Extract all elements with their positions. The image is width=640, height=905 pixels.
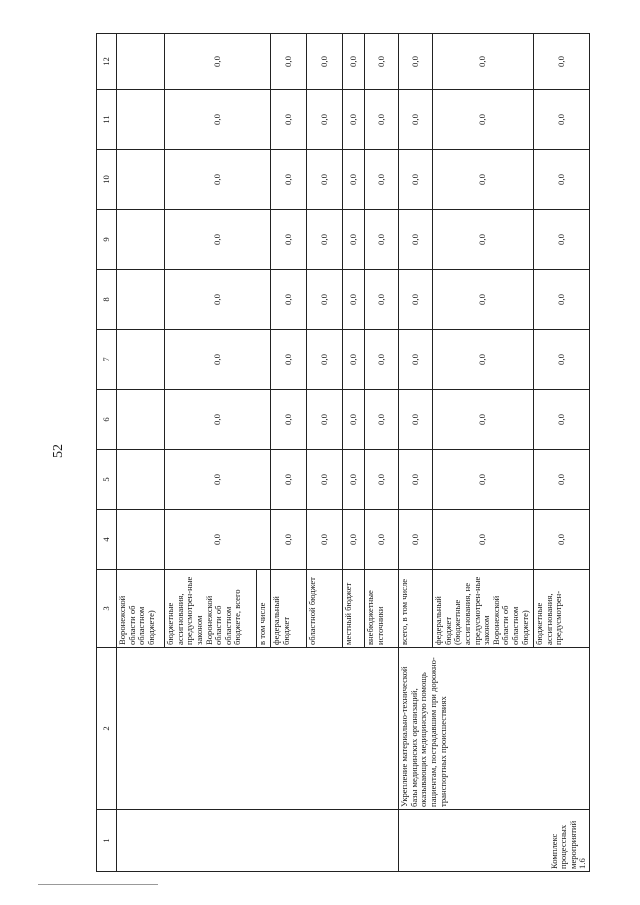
cell-value xyxy=(117,390,165,450)
header-cell: 7 xyxy=(97,330,117,390)
cell-value: 0,0 xyxy=(343,90,365,150)
header-cell: 2 xyxy=(97,648,117,810)
cell-value: 0,0 xyxy=(534,330,590,390)
cell-value: 0,0 xyxy=(365,150,399,210)
cell-col1 xyxy=(117,810,399,872)
cell-value: 0,0 xyxy=(399,450,433,510)
header-cell: 8 xyxy=(97,270,117,330)
cell-value: 0,0 xyxy=(433,390,534,450)
cell-value: 0,0 xyxy=(399,90,433,150)
cell-source: всего, в том числе xyxy=(399,570,433,648)
cell-value: 0,0 xyxy=(534,390,590,450)
cell-value: 0,0 xyxy=(343,450,365,510)
cell-value: 0,0 xyxy=(433,34,534,90)
cell-value: 0,0 xyxy=(165,34,271,90)
cell-value: 0,0 xyxy=(534,34,590,90)
header-cell: 3 xyxy=(97,570,117,648)
cell-value: 0,0 xyxy=(271,330,307,390)
cell-source: местный бюджет xyxy=(343,570,365,648)
cell-value: 0,0 xyxy=(365,210,399,270)
cell-value: 0,0 xyxy=(534,150,590,210)
cell-value: 0,0 xyxy=(534,90,590,150)
cell-value: 0,0 xyxy=(433,210,534,270)
cell-value: 0,0 xyxy=(399,210,433,270)
cell-value: 0,0 xyxy=(433,450,534,510)
cell-value: 0,0 xyxy=(365,34,399,90)
cell-value: 0,0 xyxy=(165,510,271,570)
cell-value: 0,0 xyxy=(534,210,590,270)
cell-value xyxy=(117,330,165,390)
cell-value: 0,0 xyxy=(433,150,534,210)
cell-value: 0,0 xyxy=(399,150,433,210)
cell-value: 0,0 xyxy=(343,150,365,210)
cell-source: бюджетные ассигнования, предусмотрен-ные законом Воронежской области об областном бюджете, всего xyxy=(165,570,257,648)
cell-value: 0,0 xyxy=(534,510,590,570)
cell-value: 0,0 xyxy=(307,330,343,390)
table-row xyxy=(399,34,433,872)
cell-value: 0,0 xyxy=(343,510,365,570)
cell-value: 0,0 xyxy=(307,210,343,270)
cell-source: областной бюджет xyxy=(307,570,343,648)
table-rotated-container xyxy=(96,34,589,872)
cell-value: 0,0 xyxy=(365,510,399,570)
cell-value: 0,0 xyxy=(534,450,590,510)
cell-value: 0,0 xyxy=(343,270,365,330)
cell-value: 0,0 xyxy=(271,450,307,510)
cell-value: 0,0 xyxy=(399,34,433,90)
cell-value: 0,0 xyxy=(271,210,307,270)
cell-value: 0,0 xyxy=(271,510,307,570)
cell-value: 0,0 xyxy=(271,34,307,90)
cell-value: 0,0 xyxy=(271,390,307,450)
cell-source: внебюджетные источники xyxy=(365,570,399,648)
cell-value: 0,0 xyxy=(365,270,399,330)
cell-value xyxy=(117,450,165,510)
header-cell: 6 xyxy=(97,390,117,450)
cell-source: бюджетные ассигнования, предусмотрен- xyxy=(534,570,590,648)
cell-value: 0,0 xyxy=(307,510,343,570)
cell-value: 0,0 xyxy=(165,450,271,510)
cell-value: 0,0 xyxy=(307,150,343,210)
cell-value: 0,0 xyxy=(165,330,271,390)
cell-value: 0,0 xyxy=(307,34,343,90)
cell-value: 0,0 xyxy=(433,270,534,330)
cell-value: 0,0 xyxy=(165,390,271,450)
cell-value: 0,0 xyxy=(433,90,534,150)
cell-value: 0,0 xyxy=(343,34,365,90)
cell-value: 0,0 xyxy=(399,510,433,570)
header-cell: 5 xyxy=(97,450,117,510)
cell-value: 0,0 xyxy=(365,450,399,510)
cell-value: 0,0 xyxy=(165,90,271,150)
header-cell: 9 xyxy=(97,210,117,270)
table-row xyxy=(117,34,165,872)
cell-value: 0,0 xyxy=(271,150,307,210)
cell-value: 0,0 xyxy=(365,330,399,390)
cell-source: федеральный бюджет xyxy=(271,570,307,648)
cell-value: 0,0 xyxy=(307,270,343,330)
header-row xyxy=(97,34,117,872)
cell-value xyxy=(117,210,165,270)
cell-value xyxy=(117,90,165,150)
cell-value xyxy=(117,150,165,210)
cell-value: 0,0 xyxy=(365,90,399,150)
cell-value: 0,0 xyxy=(399,270,433,330)
header-cell: 12 xyxy=(97,34,117,90)
cell-value: 0,0 xyxy=(433,330,534,390)
cell-value: 0,0 xyxy=(165,150,271,210)
cell-value: 0,0 xyxy=(399,330,433,390)
header-cell: 4 xyxy=(97,510,117,570)
page-number: 52 xyxy=(51,444,66,458)
cell-value: 0,0 xyxy=(343,210,365,270)
cell-value xyxy=(117,270,165,330)
header-cell: 10 xyxy=(97,150,117,210)
cell-value xyxy=(117,510,165,570)
cell-source: федеральный бюджет (бюджетные ассигнования, не предусмотрен-ные законом Воронежской области об областном бюджете) xyxy=(433,570,534,648)
cell-value: 0,0 xyxy=(365,390,399,450)
cell-value: 0,0 xyxy=(343,390,365,450)
cell-value: 0,0 xyxy=(534,270,590,330)
cell-col2 xyxy=(117,648,399,810)
cell-value: 0,0 xyxy=(165,270,271,330)
header-cell: 1 xyxy=(97,810,117,872)
cell-value: 0,0 xyxy=(307,90,343,150)
cell-value: 0,0 xyxy=(307,450,343,510)
budget-table xyxy=(96,33,590,872)
cell-value: 0,0 xyxy=(307,390,343,450)
measure-complex-label: Комплекс процессных мероприятий 1.6 xyxy=(399,810,590,872)
cell-value: 0,0 xyxy=(271,90,307,150)
header-cell: 11 xyxy=(97,90,117,150)
footer-rule xyxy=(38,884,158,885)
measure-description: Укрепление материально-технической базы медицинских организаций, оказывающих медицинскую помощь пациентам, пострадавшим при дорожно-транспортных происшествиях xyxy=(399,648,590,810)
cell-source: в том числе xyxy=(257,570,271,648)
cell-value: 0,0 xyxy=(271,270,307,330)
cell-value xyxy=(117,34,165,90)
cell-source: Воронежской области об областном бюджете) xyxy=(117,570,165,648)
cell-value: 0,0 xyxy=(399,390,433,450)
cell-value: 0,0 xyxy=(343,330,365,390)
cell-value: 0,0 xyxy=(433,510,534,570)
cell-value: 0,0 xyxy=(165,210,271,270)
